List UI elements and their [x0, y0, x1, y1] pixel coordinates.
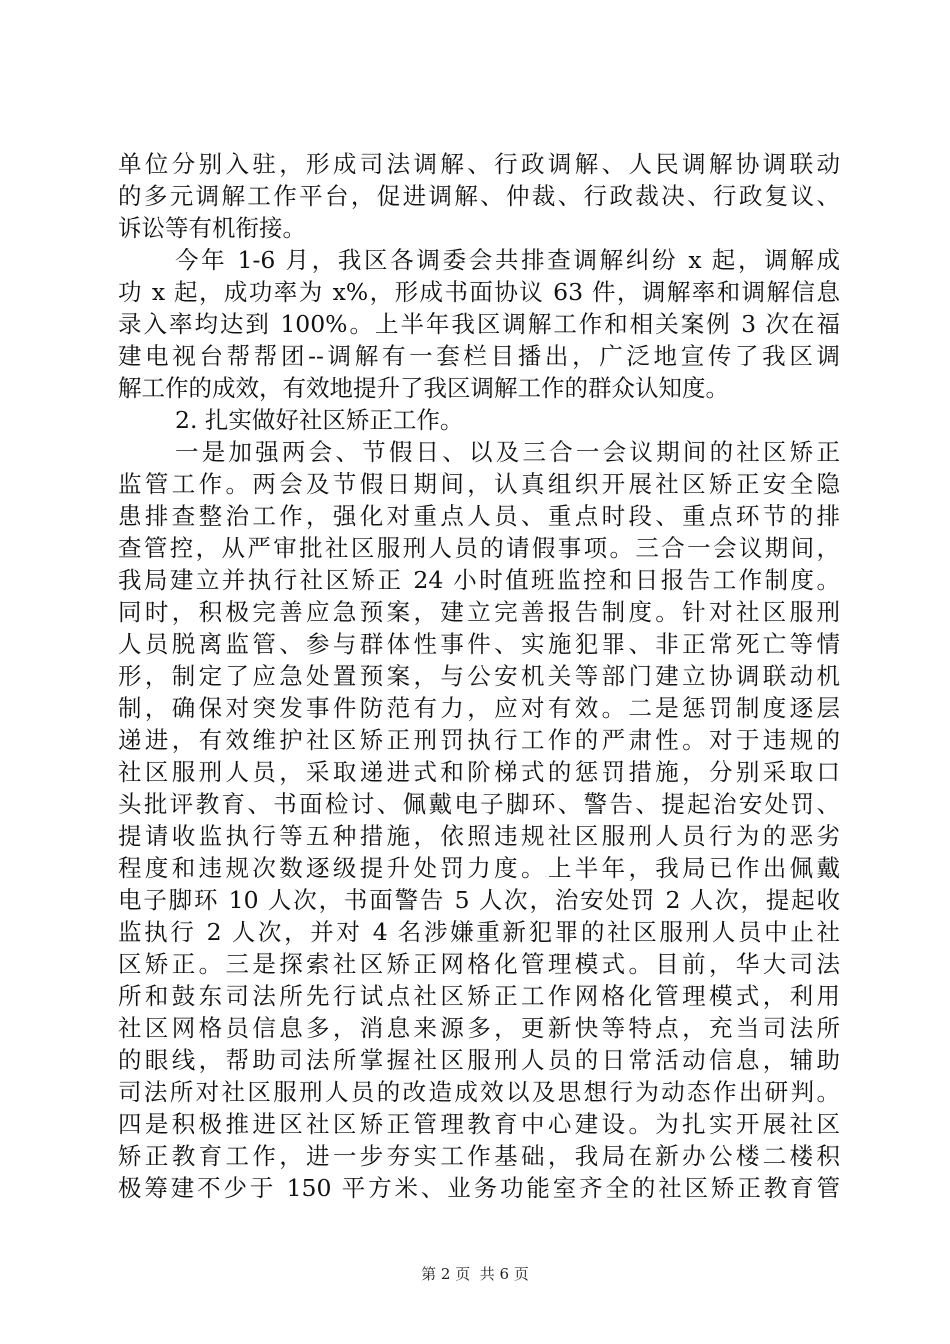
text-line: 电子脚环 10 人次，书面警告 5 人次，治安处罚 2 人次，提起收 — [118, 886, 840, 914]
text-line: 的眼线，帮助司法所掌握社区服刑人员的日常活动信息，辅助 — [118, 1046, 840, 1074]
text-line: 制，确保对突发事件防范有力，应对有效。二是惩罚制度逐层 — [118, 694, 840, 722]
text-line: 监管工作。两会及节假日期间，认真组织开展社区矫正安全隐 — [118, 470, 840, 498]
text-line: 患排查整治工作，强化对重点人员、重点时段、重点环节的排 — [118, 502, 840, 530]
text-line: 社区网格员信息多，消息来源多，更新快等特点，充当司法所 — [118, 1014, 840, 1042]
text-line: 诉讼等有机衔接。 — [118, 214, 306, 242]
text-line: 司法所对社区服刑人员的改造成效以及思想行为动态作出研判。 — [118, 1078, 840, 1106]
page-number: 第 2 页 共 6 页 — [421, 1265, 529, 1283]
text-line: 递进，有效维护社区矫正刑罚执行工作的严肃性。对于违规的 — [118, 726, 840, 754]
text-line: 矫正教育工作，进一步夯实工作基础，我局在新办公楼二楼积 — [118, 1142, 840, 1170]
text-line: 同时，积极完善应急预案，建立完善报告制度。针对社区服刑 — [118, 598, 840, 626]
text-line: 社区服刑人员，采取递进式和阶梯式的惩罚措施，分别采取口 — [118, 758, 840, 786]
text-line: 极筹建不少于 150 平方米、业务功能室齐全的社区矫正教育管 — [118, 1174, 840, 1202]
text-line: 录入率均达到 100%。上半年我区调解工作和相关案例 3 次在福 — [118, 310, 840, 338]
body-text — [118, 148, 840, 1204]
text-line: 所和鼓东司法所先行试点社区矫正工作网格化管理模式，利用 — [118, 982, 840, 1010]
text-line: 单位分别入驻，形成司法调解、行政调解、人民调解协调联动 — [118, 150, 840, 178]
text-line: 建电视台帮帮团--调解有一套栏目播出，广泛地宣传了我区调 — [118, 342, 840, 370]
text-line: 提请收监执行等五种措施，依照违规社区服刑人员行为的恶劣 — [118, 822, 840, 850]
text-line: 形，制定了应急处置预案，与公安机关等部门建立协调联动机 — [118, 662, 840, 690]
text-line: 查管控，从严审批社区服刑人员的请假事项。三合一会议期间， — [118, 534, 840, 562]
text-line: 今年 1-6 月，我区各调委会共排查调解纠纷 x 起，调解成 — [175, 246, 840, 274]
text-line: 程度和违规次数逐级提升处罚力度。上半年，我局已作出佩戴 — [118, 854, 840, 882]
text-line: 解工作的成效，有效地提升了我区调解工作的群众认知度。 — [118, 374, 729, 402]
text-line: 头批评教育、书面检讨、佩戴电子脚环、警告、提起治安处罚、 — [118, 790, 840, 818]
text-line: 四是积极推进区社区矫正管理教育中心建设。为扎实开展社区 — [118, 1110, 840, 1138]
section-heading: 2. 扎实做好社区矫正工作。 — [175, 406, 464, 434]
text-line: 一是加强两会、节假日、以及三合一会议期间的社区矫正 — [175, 438, 840, 466]
text-line: 区矫正。三是探索社区矫正网格化管理模式。目前，华大司法 — [118, 950, 840, 978]
text-line: 监执行 2 人次，并对 4 名涉嫌重新犯罪的社区服刑人员中止社 — [118, 918, 840, 946]
text-line: 我局建立并执行社区矫正 24 小时值班监控和日报告工作制度。 — [118, 566, 840, 594]
text-line: 的多元调解工作平台，促进调解、仲裁、行政裁决、行政复议、 — [118, 182, 840, 210]
text-line: 人员脱离监管、参与群体性事件、实施犯罪、非正常死亡等情 — [118, 630, 840, 658]
text-line: 功 x 起，成功率为 x%，形成书面协议 63 件，调解率和调解信息 — [118, 278, 840, 306]
